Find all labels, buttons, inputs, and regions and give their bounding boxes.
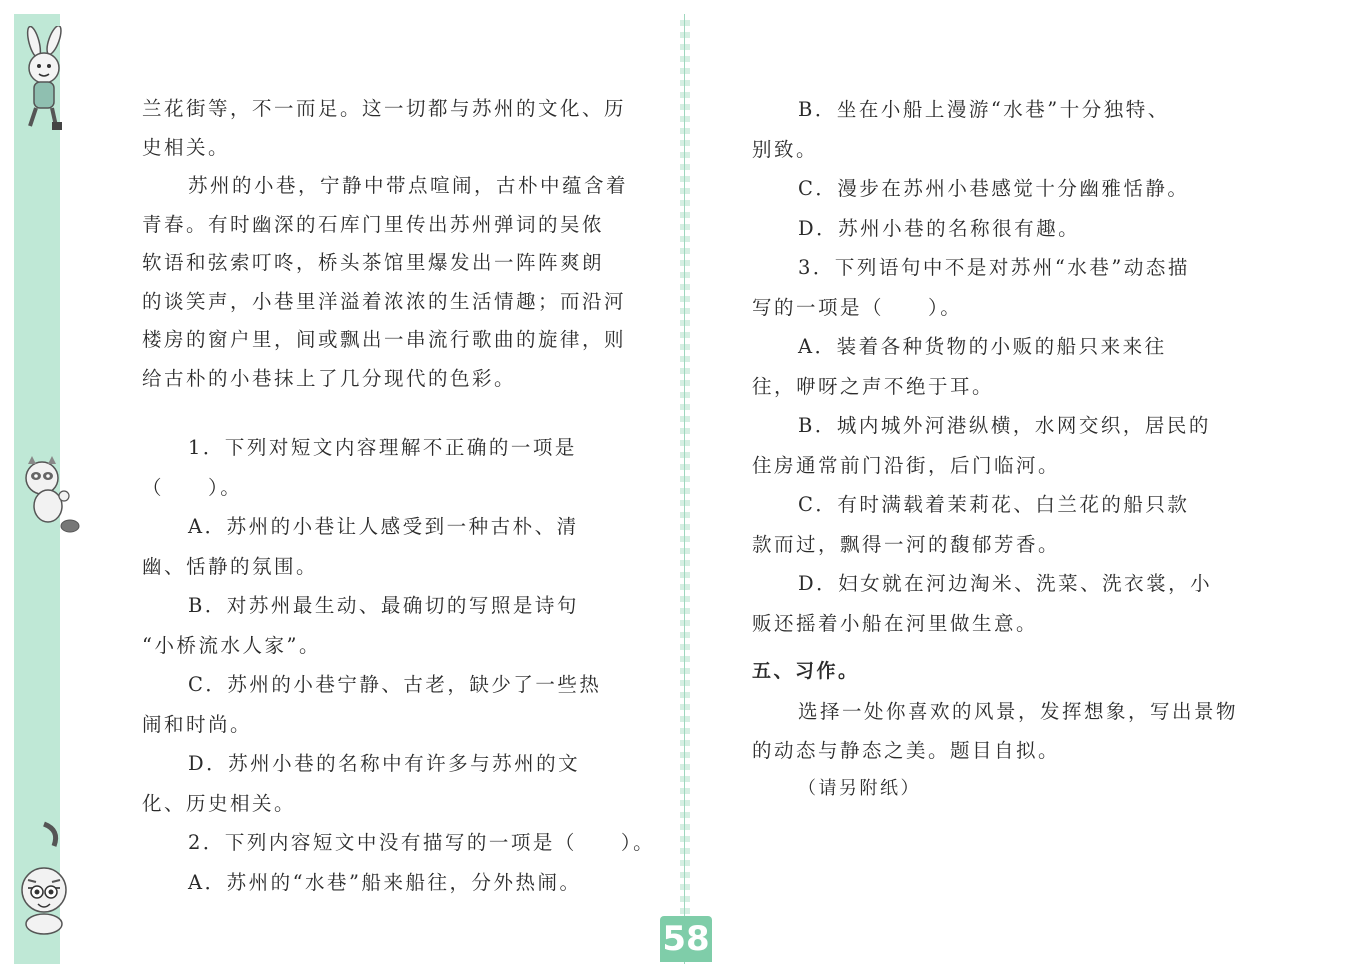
question-1-option-c [142,665,632,744]
spacer [142,398,632,428]
option-line: C．漫步在苏州小巷感觉十分幽雅恬静。 [798,177,1190,200]
passage-paragraph-2 [142,167,632,398]
text-line: 的动态与静态之美。题目自拟。 [752,738,1061,762]
question-1-option-a [142,507,632,586]
text-line: 史相关。 [142,135,231,159]
option-line: B．对苏州最生动、最确切的写照是诗句 [188,594,579,617]
text-line: 给古朴的小巷抹上了几分现代的色彩。 [142,366,517,390]
question-2-option-c [752,169,1242,209]
question-line: 3．下列语句中不是对苏州“水巷”动态描 [798,256,1190,279]
text-line: 选择一处你喜欢的风景，发挥想象，写出景物 [798,700,1239,723]
text-line: 苏州的小巷，宁静中带点喧闹，古朴中蕴含着 [188,174,629,197]
question-2-option-b [752,90,1242,169]
option-line: B．城内城外河港纵横，水网交织，居民的 [798,414,1211,437]
text-line: 软语和弦索叮咚，桥头茶馆里爆发出一阵阵爽朗 [142,251,605,274]
question-3-option-c [752,485,1242,564]
right-column [752,90,1242,809]
question-1 [142,428,632,507]
raccoon-mascot-icon [14,452,86,544]
option-line: 幽、恬静的氛围。 [142,554,319,578]
question-1-option-b [142,586,632,665]
question-2 [142,823,656,863]
option-line: C．苏州的小巷宁静、古老，缺少了一些热 [188,673,602,696]
option-line: D．妇女就在河边淘米、洗菜、洗衣裳，小 [798,572,1213,595]
question-line: （ ）。 [142,475,243,499]
question-1-option-d [142,744,632,823]
text-line: 的谈笑声，小巷里洋溢着浓浓的生活情趣；而沿河 [142,289,627,313]
left-column [142,90,656,902]
question-line: 2．下列内容短文中没有描写的一项是（ ）。 [188,831,656,854]
option-line: A．苏州的“水巷”船来船往，分外热闹。 [188,870,582,894]
option-line: 住房通常前门沿街，后门临河。 [752,453,1061,477]
option-line: 化、历史相关。 [142,791,297,815]
question-3-option-d [752,564,1242,643]
option-line: C．有时满载着茉莉花、白兰花的船只款 [798,493,1190,516]
passage-paragraph-1 [142,90,632,167]
page-gutter [680,14,690,964]
question-line: 1．下列对短文内容理解不正确的一项是 [188,436,577,459]
option-line: 款而过，飘得一河的馥郁芳香。 [752,532,1061,556]
question-3 [752,248,1242,327]
question-3-option-a [752,327,1242,406]
option-line: D．苏州小巷的名称很有趣。 [798,216,1081,240]
option-line: 往，咿呀之声不绝于耳。 [752,374,995,398]
text-line: （请另附纸） [798,778,921,799]
option-line: A．装着各种货物的小贩的船只来来往 [798,335,1167,358]
writing-prompt [752,693,1242,770]
page-number: 58 [660,916,712,962]
option-line: B．坐在小船上漫游“水巷”十分独特、 [798,98,1170,121]
question-2-option-a [142,863,632,903]
option-line: 闹和时尚。 [142,712,253,736]
option-line: D．苏州小巷的名称中有许多与苏州的文 [188,752,581,775]
rabbit-mascot-icon [14,26,86,136]
option-line: 别致。 [752,137,819,161]
section-heading: 五、习作。 [752,660,860,682]
tiger-mascot-icon [14,820,86,938]
option-line: A．苏州的小巷让人感受到一种古朴、清 [188,515,579,538]
question-line: 写的一项是（ ）。 [752,295,963,319]
question-2-option-d [752,209,1242,249]
gutter-divider [684,14,685,964]
text-line: 青春。有时幽深的石库门里传出苏州弹词的吴侬 [142,212,605,236]
text-line: 楼房的窗户里，间或飘出一串流行歌曲的旋律，则 [142,328,627,351]
attachment-note [752,770,1242,809]
text-line: 兰花街等，不一而足。这一切都与苏州的文化、历 [142,97,627,120]
option-line: 贩还摇着小船在河里做生意。 [752,611,1039,635]
question-3-option-b [752,406,1242,485]
option-line: “小桥流水人家”。 [142,633,321,657]
